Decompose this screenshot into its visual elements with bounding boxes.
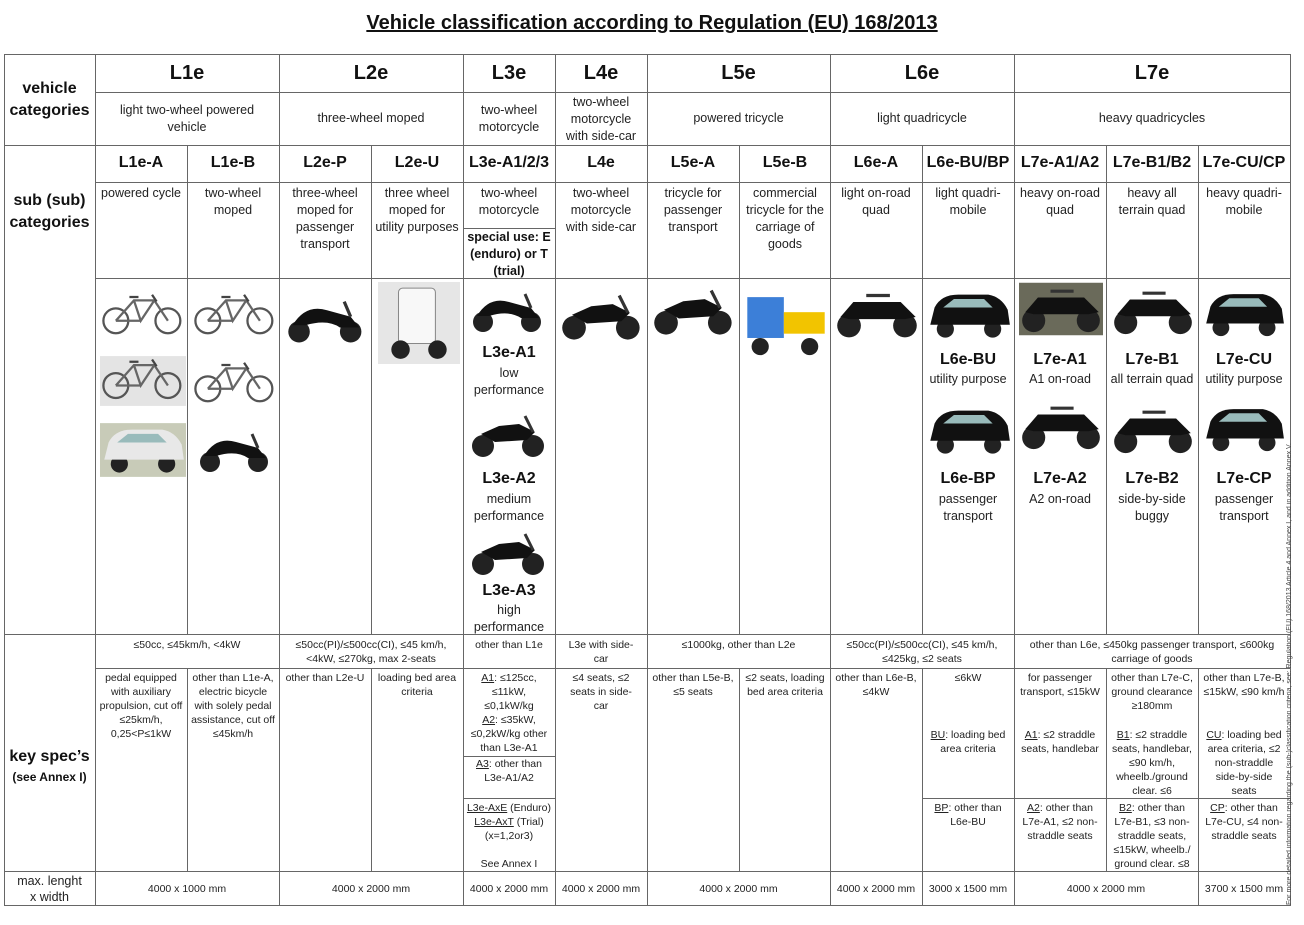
subcategory-desc: two-wheel motorcycle with side-car bbox=[565, 186, 637, 234]
passenger-heavy-quadrimobile-icon bbox=[1202, 396, 1286, 460]
category-code: L3e bbox=[491, 62, 527, 84]
max-dimension: 4000 x 2000 mm bbox=[561, 883, 641, 895]
on-road-quad-a1-icon bbox=[1019, 282, 1103, 336]
subcategory-code: L2e-U bbox=[394, 154, 440, 171]
spec-detail-l7-a2: A2: other than L7e-A1, ≤2 non-straddle seats bbox=[1022, 802, 1098, 842]
spec-detail-l7-cp: CP: other than L7e-CU, ≤4 non-straddle seats bbox=[1205, 802, 1283, 842]
subcategory-desc: heavy all terrain quad bbox=[1118, 186, 1186, 217]
max-dimension: 4000 x 1000 mm bbox=[147, 883, 227, 895]
cargo-tricycle-icon bbox=[743, 284, 829, 364]
subcategory-code: L6e-BU/BP bbox=[926, 154, 1010, 171]
image-label-desc: high performance bbox=[473, 603, 545, 634]
image-label-code: L7e-CP bbox=[1216, 470, 1272, 487]
subcategory-code: L4e bbox=[587, 154, 615, 171]
red-e-bike-icon bbox=[192, 352, 278, 412]
spec-detail-l7-b2: B2: other than L7e-B1, ≤3 non-straddle seats, ≤15kW, wheelb./ ground clear. ≤8 bbox=[1113, 802, 1191, 870]
sidecar-icon bbox=[559, 284, 645, 350]
row-label-sub-categories: sub (sub) categories bbox=[9, 192, 90, 231]
image-label-code: L7e-A1 bbox=[1033, 351, 1087, 368]
image-label-code: L7e-B1 bbox=[1125, 351, 1179, 368]
category-desc: three-wheel moped bbox=[317, 111, 425, 125]
spec-general: ≤50cc(PI)/≤500cc(CI), ≤45 km/h, <4kW, ≤270kg, max 2-seats bbox=[295, 639, 447, 665]
spec-general: other than L6e, ≤450kg passenger transport, ≤600kg carriage of goods bbox=[1029, 639, 1275, 665]
category-desc: light quadricycle bbox=[877, 111, 967, 125]
spec-detail-l6-bp: BP: other than L6e-BU bbox=[934, 802, 1002, 828]
max-dimension: 4000 x 2000 mm bbox=[836, 883, 916, 895]
image-label-desc: side-by-side buggy bbox=[1118, 492, 1186, 523]
spec-detail-l3-special: L3e-AxE (Enduro) L3e-AxT (Trial) (x=1,2or3) bbox=[466, 802, 552, 842]
subcategory-desc: tricycle for passenger transport bbox=[663, 186, 723, 234]
spec-detail: other than L1e-A, electric bicycle with solely pedal assistance, cut off ≤45km/h bbox=[191, 672, 275, 740]
moped-scooter-icon bbox=[196, 420, 276, 484]
subcategory-desc: heavy quadri-mobile bbox=[1206, 186, 1282, 217]
subcategory-desc: three-wheel moped for passenger transport bbox=[292, 186, 358, 251]
spec-detail-l7-b1: B1: ≤2 straddle seats, handlebar, ≤90 km/h, wheelb./ground clear. ≤6 bbox=[1112, 729, 1192, 797]
on-road-quad-a2-icon bbox=[1019, 396, 1103, 456]
spec-detail-l3-annex: See Annex I bbox=[480, 858, 538, 870]
buggy-icon bbox=[834, 284, 920, 350]
subcategory-code: L7e-CU/CP bbox=[1202, 154, 1286, 171]
subcategory-code: L7e-B1/B2 bbox=[1112, 154, 1192, 171]
row-label-key-specs: key spec’s bbox=[9, 748, 90, 765]
category-desc: heavy quadricycles bbox=[1098, 111, 1206, 125]
category-desc: powered tricycle bbox=[693, 111, 784, 125]
tricycle-icon bbox=[100, 349, 186, 413]
category-desc: two-wheel motorcycle with side-car bbox=[565, 95, 637, 143]
spec-general: L3e with side-car bbox=[568, 639, 634, 665]
subcategory-code: L2e-P bbox=[303, 154, 347, 171]
image-label-code: L3e-A2 bbox=[482, 470, 536, 487]
subcategory-desc: light on-road quad bbox=[841, 186, 911, 217]
max-dimension: 4000 x 2000 mm bbox=[1066, 883, 1146, 895]
category-code: L6e bbox=[904, 62, 940, 84]
row-label-max-size: max. lenght x width bbox=[17, 874, 82, 904]
spec-detail-l3-a3: A3: other than L3e-A1/A2 bbox=[476, 758, 542, 784]
subcategory-desc: three wheel moped for utility purposes bbox=[375, 186, 459, 234]
utility-heavy-quadrimobile-icon bbox=[1202, 284, 1286, 342]
row-label-key-specs-note: (see Annex I) bbox=[12, 770, 87, 784]
spec-detail-l7-a1: A1: ≤2 straddle seats, handlebar bbox=[1021, 729, 1099, 755]
image-label-desc: A1 on-road bbox=[1029, 372, 1091, 386]
e-bike-icon bbox=[192, 284, 278, 344]
spec-detail: ≤6kW bbox=[954, 672, 982, 684]
subcategory-desc: two-wheel moped bbox=[204, 186, 262, 217]
spec-detail-l3-a1: A1: ≤125cc, ≤11kW, ≤0,1kW/kg bbox=[481, 672, 537, 712]
image-label-code: L6e-BP bbox=[940, 470, 996, 487]
spec-detail: for passenger transport, ≤15kW bbox=[1020, 672, 1100, 698]
image-label-desc: passenger transport bbox=[938, 492, 998, 523]
spec-detail: other than L6e-B, ≤4kW bbox=[835, 672, 917, 698]
page-title: Vehicle classification according to Regulation (EU) 168/2013 bbox=[366, 12, 938, 34]
subcategory-code: L5e-A bbox=[670, 154, 716, 171]
bicycle-icon bbox=[100, 284, 186, 344]
motorcycle-a2-icon bbox=[469, 404, 549, 468]
motorcycle-a3-icon bbox=[469, 526, 549, 582]
category-desc: two-wheel motorcycle bbox=[478, 103, 540, 134]
subcategory-extra: special use: E (enduro) or T (trial) bbox=[467, 230, 551, 278]
spec-detail: other than L2e-U bbox=[285, 672, 365, 684]
max-dimension: 3000 x 1500 mm bbox=[928, 883, 1008, 895]
subcategory-desc: light quadri-mobile bbox=[935, 186, 1001, 217]
category-code: L4e bbox=[583, 62, 619, 84]
subcategory-code: L5e-B bbox=[762, 154, 808, 171]
image-label-desc: low performance bbox=[473, 366, 545, 397]
subcategory-desc: two-wheel motorcycle bbox=[478, 186, 540, 217]
image-label-desc: A2 on-road bbox=[1029, 492, 1091, 506]
max-dimension: 4000 x 2000 mm bbox=[699, 883, 778, 895]
subcategory-desc: commercial tricycle for the carriage of goods bbox=[746, 186, 824, 251]
subcategory-code: L6e-A bbox=[853, 154, 899, 171]
spec-detail-l7-cu: CU: loading bed area criteria, ≤2 non-straddle side-by-side seats bbox=[1206, 729, 1282, 797]
spec-detail-l3-a2: A2: ≤35kW, ≤0,2kW/kg other than L3e-A1 bbox=[470, 714, 548, 754]
spec-detail: ≤2 seats, loading bed area criteria bbox=[745, 672, 825, 698]
spec-detail: pedal equipped with auxiliary propulsion, cut off ≤25km/h, 0,25<P≤1kW bbox=[99, 672, 183, 740]
spec-general: ≤50cc, ≤45km/h, <4kW bbox=[133, 639, 241, 651]
category-code: L5e bbox=[721, 62, 756, 84]
spec-detail-l6-bu: BU: loading bed area criteria bbox=[930, 729, 1006, 755]
spec-general: ≤1000kg, other than L2e bbox=[681, 639, 796, 651]
max-dimension: 3700 x 1500 mm bbox=[1204, 883, 1284, 895]
category-desc: light two-wheel powered vehicle bbox=[119, 103, 255, 134]
image-label-desc: medium performance bbox=[473, 492, 545, 523]
image-label-desc: utility purpose bbox=[929, 372, 1007, 386]
utility-quadrimobile-icon bbox=[926, 284, 1012, 344]
row-label-vehicle-categories: vehicle categories bbox=[9, 80, 90, 119]
spec-detail: other than L7e-C, ground clearance ≥180mm bbox=[1111, 672, 1193, 712]
max-dimension: 4000 x 2000 mm bbox=[469, 883, 549, 895]
spec-general: ≤50cc(PI)/≤500cc(CI), ≤45 km/h, ≤425kg, ≤2 seats bbox=[846, 639, 998, 665]
subcategory-desc: powered cycle bbox=[101, 186, 181, 200]
side-note: For more detailed information regarding the (sub-)classification criteria, see: Regulation (EU) 168/2013 Article 4 and Annex I, and in addition Annex V. bbox=[1286, 442, 1293, 905]
category-code: L2e bbox=[353, 62, 389, 84]
image-label-code: L6e-BU bbox=[939, 351, 996, 368]
image-label-code: L7e-B2 bbox=[1125, 470, 1179, 487]
spec-detail: loading bed area criteria bbox=[377, 672, 457, 698]
subcategory-code: L7e-A1/A2 bbox=[1020, 154, 1100, 171]
image-label-code: L3e-A3 bbox=[482, 582, 536, 599]
image-label-code: L7e-A2 bbox=[1033, 470, 1087, 487]
velomobile-icon bbox=[100, 418, 186, 482]
image-label-code: L7e-CU bbox=[1215, 351, 1272, 368]
subcategory-desc: heavy on-road quad bbox=[1020, 186, 1100, 217]
utility-moped-icon bbox=[377, 282, 461, 364]
image-label-desc: all terrain quad bbox=[1110, 372, 1194, 386]
spec-detail: other than L5e-B, ≤5 seats bbox=[652, 672, 734, 698]
passenger-quadrimobile-icon bbox=[926, 400, 1012, 460]
image-label-desc: passenger transport bbox=[1214, 492, 1274, 523]
category-code: L1e bbox=[169, 62, 205, 84]
subcategory-code: L1e-A bbox=[118, 154, 164, 171]
three-wheel-moped-icon bbox=[284, 284, 370, 358]
all-terrain-quad-icon bbox=[1111, 282, 1195, 340]
motorcycle-a1-icon bbox=[469, 284, 549, 340]
subcategory-code: L3e-A1/2/3 bbox=[468, 154, 550, 171]
category-code: L7e bbox=[1134, 62, 1170, 84]
side-by-side-buggy-icon bbox=[1111, 398, 1195, 462]
spec-detail: ≤4 seats, ≤2 seats in side-car bbox=[570, 672, 632, 712]
max-dimension: 4000 x 2000 mm bbox=[331, 883, 411, 895]
image-label-desc: utility purpose bbox=[1205, 372, 1283, 386]
image-label-code: L3e-A1 bbox=[482, 344, 536, 361]
spec-detail: other than L7e-B, ≤15kW, ≤90 km/h bbox=[1203, 672, 1285, 698]
trike-icon bbox=[651, 284, 737, 340]
spec-general: other than L1e bbox=[475, 639, 543, 651]
subcategory-code: L1e-B bbox=[210, 154, 256, 171]
